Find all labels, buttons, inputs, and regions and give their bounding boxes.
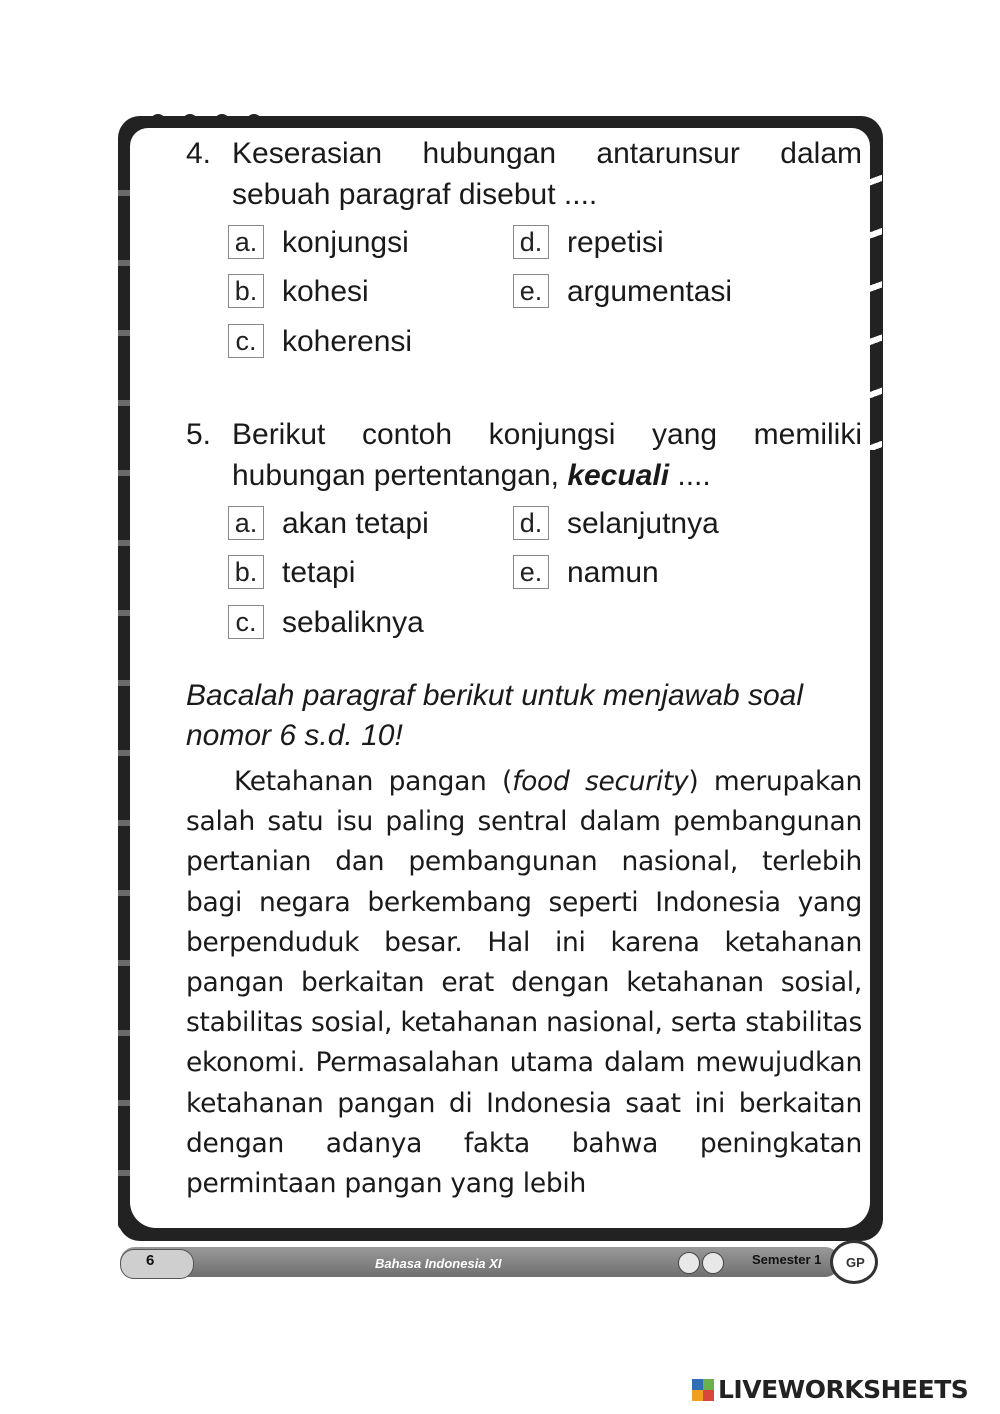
liveworksheets-logo-icon (692, 1379, 714, 1401)
frame-stripes-right (868, 150, 882, 450)
option-e[interactable] (513, 555, 659, 589)
book-title: Bahasa Indonesia XI (375, 1256, 502, 1271)
option-text: selanjutnya (567, 506, 719, 540)
option-letter-box[interactable]: b. (228, 274, 264, 308)
question-4 (186, 133, 862, 371)
option-text: tetapi (282, 555, 356, 589)
option-letter-box[interactable]: d. (513, 506, 549, 540)
option-text: repetisi (567, 225, 664, 259)
option-text: namun (567, 555, 659, 589)
option-text: akan tetapi (282, 506, 429, 540)
option-text: sebaliknya (282, 605, 424, 639)
worksheet-content (186, 133, 862, 1204)
option-d[interactable] (513, 506, 719, 540)
option-c[interactable] (228, 324, 412, 358)
frame-dots (762, 118, 822, 126)
question-text: Keserasian hubungan antarunsur dalam sebuah paragraf disebut .... (232, 137, 862, 211)
page-number: 6 (146, 1252, 155, 1269)
publisher-logo-text: GP (846, 1255, 865, 1270)
option-letter-box[interactable]: b. (228, 555, 264, 589)
option-text: koherensi (282, 324, 413, 358)
options (228, 502, 862, 652)
option-text: konjungsi (282, 225, 409, 259)
options (228, 221, 862, 371)
footer-circle-icon (702, 1252, 724, 1274)
passage-italic-term: food security (512, 766, 689, 797)
option-a[interactable] (228, 225, 409, 259)
question-number: 4. (186, 137, 212, 170)
reading-passage: Ketahanan pangan (food security) merupakan salah satu isu paling sentral dalam pembangunan pertanian dan pembangunan nasional, terlebih bagi negara berkembang seperti Indonesia yang berpenduduk besar. Hal ini karena ketahanan pangan berkaitan erat dengan ketahanan sosial, stabilitas sosial, ketahanan nasional, serta stabilitas ekonomi. Permasalahan utama dalam mewujudkan ketahanan pangan di Indonesia saat ini berkaitan dengan adanya fakta bahwa peningkatan permintaan pangan yang lebih (186, 766, 862, 1200)
option-letter-box[interactable]: a. (228, 506, 264, 540)
frame-stripes-left (118, 150, 130, 1230)
option-b[interactable] (228, 555, 355, 589)
footer-circle-icon (678, 1252, 700, 1274)
option-e[interactable] (513, 274, 732, 308)
option-letter-box[interactable]: d. (513, 225, 549, 259)
option-text: argumentasi (567, 274, 733, 308)
footer-page-pill (120, 1249, 194, 1279)
option-letter-box[interactable]: e. (513, 274, 549, 308)
question-text: Berikut contoh konjungsi yang memiliki hubungan pertentangan, kecuali .... (232, 418, 862, 492)
emphasis-word: kecuali (567, 459, 670, 492)
watermark-text: LIVEWORKSHEETS (718, 1375, 969, 1404)
option-b[interactable] (228, 274, 369, 308)
option-letter-box[interactable]: c. (228, 605, 264, 639)
option-c[interactable] (228, 605, 424, 639)
option-letter-box[interactable]: e. (513, 555, 549, 589)
frame-ticks (150, 114, 280, 128)
question-5 (186, 414, 862, 652)
question-number: 5. (186, 418, 212, 451)
option-d[interactable] (513, 225, 664, 259)
option-letter-box[interactable]: a. (228, 225, 264, 259)
option-a[interactable] (228, 506, 429, 540)
semester-label: Semester 1 (752, 1252, 822, 1267)
option-text: kohesi (282, 274, 369, 308)
option-letter-box[interactable]: c. (228, 324, 264, 358)
liveworksheets-watermark (692, 1375, 968, 1404)
reading-instruction: Bacalah paragraf berikut untuk menjawab soal nomor 6 s.d. 10! (186, 679, 804, 752)
